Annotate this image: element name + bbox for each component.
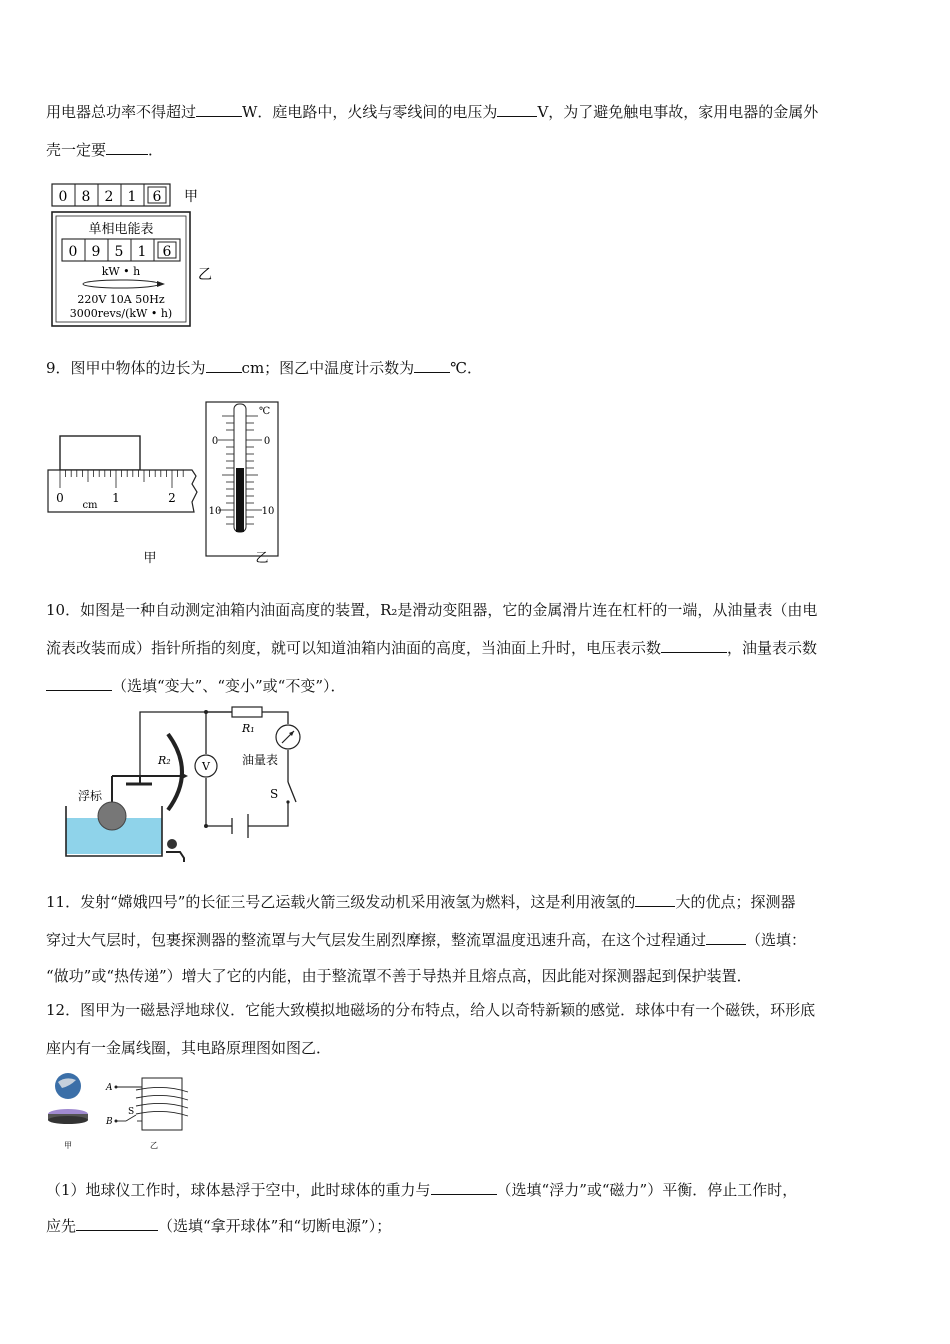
oil-gauge-label: 油量表: [242, 753, 279, 767]
meter-jia-digit: 0: [58, 189, 68, 205]
q11-line-2: 穿过大气层时，包裹探测器的整流罩与大气层发生剧烈摩擦，整流罩温度迅速升高，在这个过程通过 （选填：: [46, 931, 807, 949]
r2-label: R₂: [158, 754, 171, 767]
answer-blank[interactable]: [196, 102, 242, 117]
answer-blank[interactable]: [106, 140, 148, 155]
meter-jia-digit: 2: [104, 189, 114, 205]
resistor-r2: [168, 734, 182, 810]
figure-label-jia: 甲: [143, 551, 157, 566]
r1-label: R₁: [242, 722, 255, 735]
switch-label: S: [270, 787, 279, 801]
q12-line-2: 座内有一金属线圈，其电路原理图如图乙．: [46, 1039, 332, 1057]
meter-jia-digit: 8: [81, 189, 91, 205]
meter-yi-unit: kW • h: [101, 265, 141, 278]
q11-line-1: 11．发射“嫦娥四号”的长征三号乙运载火箭三级发动机采用液氢为燃料，这是利用液氢的 大的优点；探测器: [46, 893, 796, 911]
q12-line-1: 12．图甲为一磁悬浮地球仪．它能大致模拟地磁场的分布特点，给人以奇特新颖的感觉．球体中有一个磁铁，环形底: [46, 1001, 816, 1019]
thermometer-unit: ℃: [259, 406, 271, 417]
ruler-tick-label: 0: [56, 491, 64, 505]
meter-yi-digit: 6: [162, 244, 172, 260]
meter-yi-digit: 5: [114, 244, 124, 260]
terminal-a-label: A: [106, 1083, 113, 1093]
meter-jia-label: 甲: [184, 189, 198, 205]
thermometer-liquid: [236, 468, 244, 532]
float: [98, 802, 126, 830]
figure-label-yi: 乙: [255, 551, 269, 566]
electric-meter-figure: [48, 178, 228, 330]
answer-blank[interactable]: [431, 1180, 497, 1195]
terminal-b-label: B: [106, 1117, 113, 1127]
q12-sub1-line-2: 应先 （选填“拿开球体”和“切断电源”）；: [46, 1217, 392, 1235]
thermometer-label-right: 0: [263, 436, 271, 447]
meter-yi-digit: 0: [68, 244, 78, 260]
answer-blank[interactable]: [497, 102, 537, 117]
switch-label: S: [128, 1107, 135, 1117]
switch: [288, 782, 296, 802]
figure-label-yi: 乙: [150, 1141, 158, 1150]
meter-yi-title: 单相电能表: [88, 222, 154, 237]
thermometer-label-right: 10: [261, 506, 275, 517]
q12-sub1-line: （1）地球仪工作时，球体悬浮于空中，此时球体的重力与 （选填“浮力”或“磁力”）平衡．停止工作时，: [46, 1181, 798, 1199]
thermometer-label-left: 0: [211, 436, 219, 447]
ruler-unit: cm: [82, 500, 98, 511]
ruler-tick-label: 1: [112, 491, 120, 505]
q11-line-3: “做功”或“热传递”）增大了它的内能，由于整流罩不善于导热并且熔点高，因此能对探测器起到保护装置．: [46, 967, 752, 985]
q10-line-1: 10．如图是一种自动测定油箱内油面高度的装置，R₂是滑动变阻器，它的金属滑片连在杠杆的一端，从油量表（由电: [46, 601, 818, 619]
q8-line-2: 壳一定要 ．: [46, 141, 164, 159]
figure-label-jia: 甲: [64, 1141, 72, 1150]
meter-yi-digit: 9: [91, 244, 101, 260]
q10-line-2: 流表改装而成）指针所指的刻度，就可以知道油箱内油面的高度，当油面上升时，电压表示数 ，油量表示数: [46, 639, 818, 657]
q8-line-1: 用电器总功率不得超过 W．庭电路中，火线与零线间的电压为 V，为了避免触电事故，家用电器的金属外: [46, 103, 819, 121]
answer-blank[interactable]: [635, 892, 675, 907]
meter-jia-digits: [52, 184, 170, 206]
meter-yi-label: 乙: [198, 267, 212, 283]
meter-jia-digit: 6: [152, 189, 162, 205]
answer-blank[interactable]: [206, 358, 242, 373]
answer-blank[interactable]: [76, 1216, 158, 1231]
answer-blank[interactable]: [661, 638, 727, 653]
maglev-globe-figure: [44, 1068, 204, 1154]
meter-yi-spec-2: 3000revs/(kW • h): [69, 307, 173, 320]
meter-yi-digit: 1: [137, 244, 147, 260]
ruler-tick-label: 2: [168, 491, 176, 505]
oil-level-circuit-figure: [60, 706, 310, 866]
q10-line-3: （选填“变大”、“变小”或“不变”）．: [46, 676, 346, 696]
float-label: 浮标: [78, 789, 103, 803]
thermometer-label-left: 10: [208, 506, 222, 517]
meter-jia-digit: 1: [127, 189, 137, 205]
meter-yi: [52, 212, 190, 326]
q9-line: 9．图甲中物体的边长为 cm；图乙中温度计示数为 ℃．: [46, 359, 482, 377]
answer-blank[interactable]: [46, 676, 112, 691]
meter-yi-spec-1: 220V 10A 50Hz: [77, 293, 165, 306]
voltmeter-label: V: [202, 760, 210, 773]
answer-blank[interactable]: [706, 930, 746, 945]
globe: [55, 1073, 81, 1099]
measured-block: [60, 436, 140, 470]
ruler-thermometer-figure: [44, 398, 294, 568]
resistor-r1: [232, 707, 262, 717]
answer-blank[interactable]: [414, 358, 450, 373]
